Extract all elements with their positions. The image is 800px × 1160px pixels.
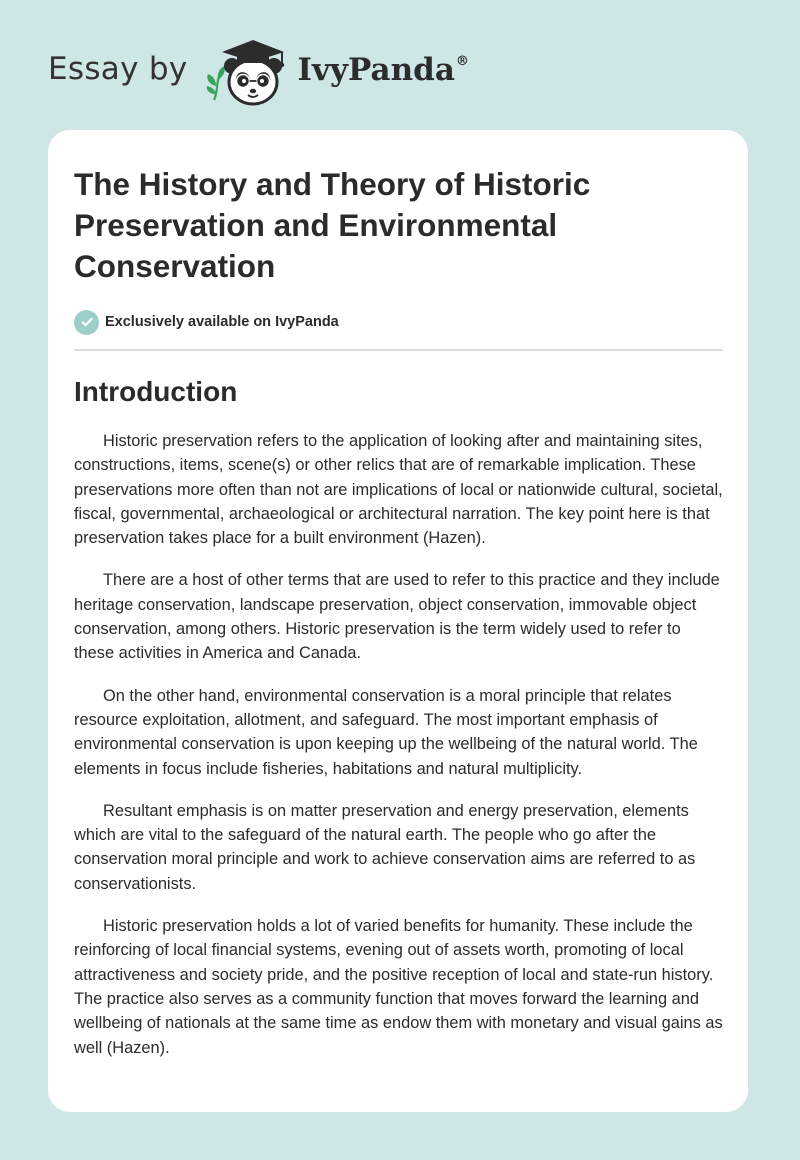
body-paragraph: Historic preservation refers to the application of looking after and maintaining sites, constructions, items, scene(s) or other relics that are of remarkable implication. These preservations more often than not are implications of local or nationwide cultural, societal, fiscal, governmental, archaeological or architectural narration. The key point here is that preservation takes place for a built environment (Hazen). bbox=[74, 432, 723, 548]
body-paragraph: On the other hand, environmental conservation is a moral principle that relates resource exploitation, allotment, and safeguard. The most important emphasis of environmental conservation is upon keeping up the wellbeing of the natural world. The elements in focus include fisheries, habitations and natural multiplicity. bbox=[74, 686, 698, 778]
exclusive-badge-label: Exclusively available on IvyPanda bbox=[105, 314, 339, 330]
registered-mark: ® bbox=[455, 53, 469, 69]
essay-body bbox=[74, 429, 722, 1060]
section-heading: Introduction bbox=[74, 376, 238, 407]
essay-card bbox=[48, 130, 748, 1112]
brand-name-text: IvyPanda bbox=[297, 52, 455, 88]
exclusive-badge bbox=[74, 309, 722, 335]
body-paragraph: There are a host of other terms that are used to refer to this practice and they include heritage conservation, landscape preservation, object conservation, immovable object conservation, among others. Historic preservation is the term widely used to refer to these activities in America and Canada. bbox=[74, 571, 720, 663]
check-circle-icon bbox=[74, 310, 99, 335]
site-header bbox=[48, 34, 469, 110]
brand-name[interactable] bbox=[298, 52, 469, 88]
panda-graduate-logo-icon[interactable] bbox=[204, 34, 296, 110]
body-paragraph: Resultant emphasis is on matter preservation and energy preservation, elements which are vital to the safeguard of the natural earth. The people who go after the conservation moral principle and work to achieve conservation aims are referred to as conservationists. bbox=[74, 801, 696, 893]
title-divider bbox=[74, 349, 723, 351]
essay-by-label: Essay by bbox=[48, 51, 188, 87]
essay-title: The History and Theory of Historic Preservation and Environmental Conservation bbox=[74, 166, 591, 284]
body-paragraph: Historic preservation holds a lot of varied benefits for humanity. These include the reinforcing of local financial systems, evening out of assets worth, promoting of local attractiveness and society pride, and the positive reception of local and state-run history. The practice also serves as a community function that moves forward the learning and wellbeing of nationals at the same time as endow them with monetary and visual gains as well (Hazen). bbox=[74, 917, 723, 1057]
